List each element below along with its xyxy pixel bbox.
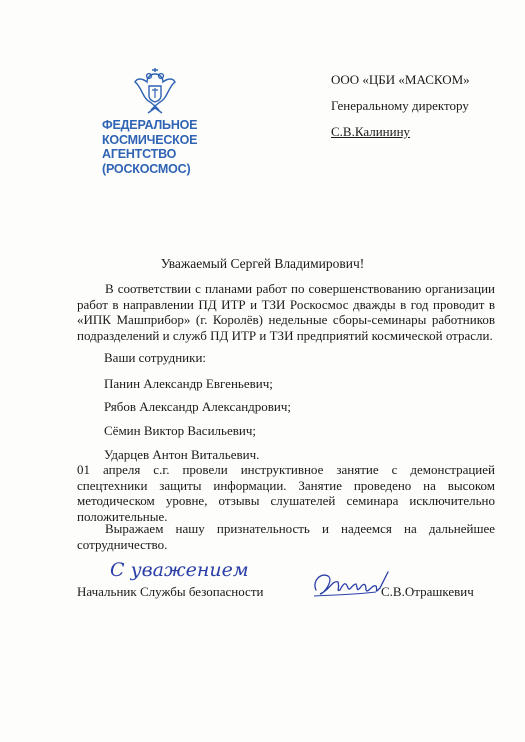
- body-paragraph-2: 01 апреля с.г. провели инструктивное занятие с демонстрацией спецтехники защиты информации. Занятие проведено на высоком методическом уровне, отзывы слушателей семинара исключительно положительные.: [77, 462, 495, 524]
- organization-header: [102, 118, 252, 176]
- addressee-position: Генеральному директору: [331, 98, 469, 113]
- body-paragraph-3: Выражаем нашу признательность и надеемся на дальнейшее сотрудничество.: [77, 521, 495, 552]
- addressee-block: [331, 73, 470, 151]
- addressee-name: С.В.Калинину: [331, 124, 411, 139]
- employee-item: Сёмин Виктор Васильевич;: [104, 423, 256, 438]
- body-paragraph-1: В соответствии с планами работ по совершенствованию организации работ в направлении ПД ИТР и ТЗИ Роскосмос дважды в год проводит в «ИПК Машприбор» (г. Королёв) недельные сборы-семинары работников подразделений и служб ПД ИТР и ТЗИ предприятий космической отрасли.: [77, 281, 495, 343]
- employee-item: Ударцев Антон Витальевич.: [104, 447, 260, 462]
- org-name-line-1: ФЕДЕРАЛЬНОЕ: [102, 118, 198, 132]
- svg-text:С уважением: С уважением: [110, 559, 249, 581]
- employees-intro: Ваши сотрудники:: [104, 350, 207, 365]
- greeting: Уважаемый Сергей Владимирович!: [160, 256, 365, 271]
- employee-item: Рябов Александр Александрович;: [104, 399, 292, 414]
- coat-of-arms-icon: [132, 66, 178, 116]
- signer-title: Начальник Службы безопасности: [77, 584, 264, 599]
- org-name-line-2: КОСМИЧЕСКОЕ АГЕНТСТВО: [102, 132, 198, 161]
- handwritten-signature: [310, 568, 392, 602]
- employee-item: Панин Александр Евгеньевич;: [104, 376, 273, 391]
- signer-name: С.В.Отрашкевич: [381, 584, 474, 599]
- org-name-line-3: (РОСКОСМОС): [102, 161, 191, 176]
- addressee-company: ООО «ЦБИ «МАСКОМ»: [331, 72, 470, 87]
